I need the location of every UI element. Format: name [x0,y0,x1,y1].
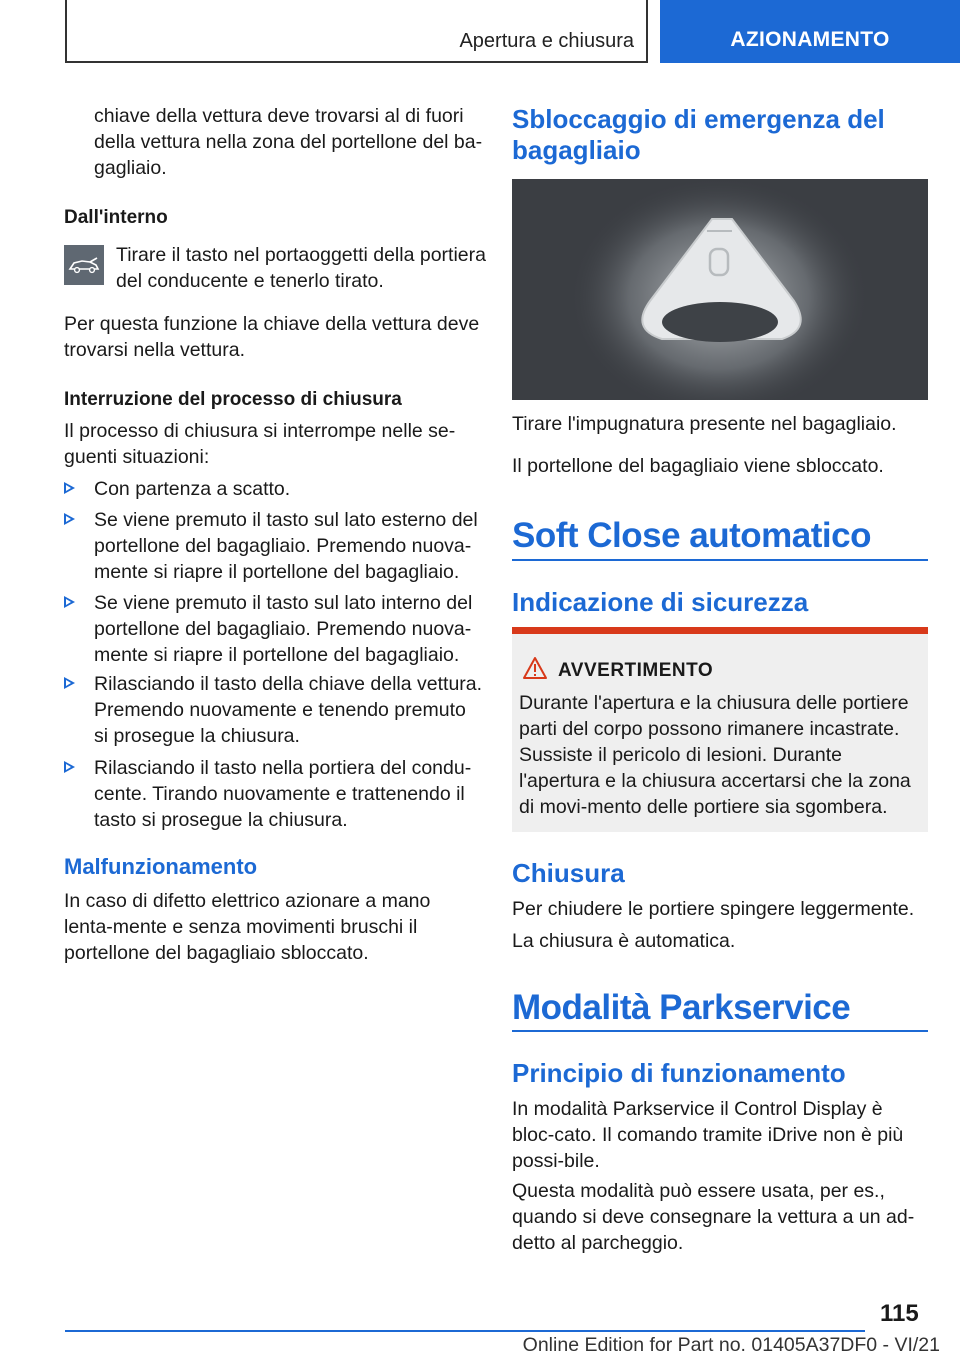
inside-heading: Dall'interno [64,207,168,228]
closing-text-1: Per chiudere le portiere spingere leggermente. [512,898,915,920]
inside-text: Tirare il tasto nel portaoggetti della portiera del conducente e tenerlo tirato. [116,244,486,292]
page-number: 115 [880,1300,919,1327]
warning-triangle-icon [522,656,548,680]
chapter-tab: AZIONAMENTO [660,0,960,63]
list-item: Rilasciando il tasto della chiave della vettura. Premendo nuovamente e tenendo premuto si prosegue la chiusura. [64,671,484,749]
bullet-marker-icon [64,761,75,773]
warning-text: Durante l'apertura e la chiusura delle portiere parti del corpo possono rimanere incastrate. Sussiste il pericolo di lesioni. Durante l'apertura e la chiusura accertarsi che la zona di movi-mento delle portiere sia sgombera. [519,692,911,818]
parkservice-title: Modalità Parkservice [512,988,851,1027]
list-item: Se viene premuto il tasto sul lato esterno del portellone del bagagliaio. Premendo nuova-mente si riapre il portellone del bagagliaio. [64,507,484,585]
safety-heading: Indicazione di sicurezza [512,587,809,617]
list-item: Rilasciando il tasto nella portiera del condu-cente. Tirando nuovamente e trattenendo il tasto si prosegue la chiusura. [64,755,484,833]
bullet-marker-icon [64,596,75,608]
emergency-heading: Sbloccaggio di emergenza del bagagliaio [512,104,885,165]
section-title: Apertura e chiusura [459,30,634,52]
footer-divider [65,1330,865,1332]
open-trunk-car-icon [64,245,104,285]
principle-text-1: In modalità Parkservice il Control Display è bloc-cato. Il comando tramite iDrive non è più possi-bile. [512,1098,904,1172]
list-item: Con partenza a scatto. [64,476,484,502]
emergency-text-2: Il portellone del bagagliaio viene sbloccato. [512,455,884,477]
section-divider [512,1030,928,1032]
edition-note: Online Edition for Part no. 01405A37DF0 - VI/21 [522,1334,940,1356]
closing-heading: Chiusura [512,858,625,888]
continued-text: chiave della vettura deve trovarsi al di fuori della vettura nella zona del portellone del ba-gagliaio. [94,105,483,179]
malfunction-text: In caso di difetto elettrico azionare a mano lenta-mente e senza movimenti bruschi il portellone del bagagliaio sbloccato. [64,890,431,964]
bullet-marker-icon [64,513,75,525]
emergency-release-handle-icon [512,179,928,400]
soft-close-title: Soft Close automatico [512,516,871,555]
key-text: Per questa funzione la chiave della vettura deve trovarsi nella vettura. [64,313,480,361]
warning-box [512,627,928,832]
principle-heading: Principio di funzionamento [512,1058,846,1088]
emergency-text-1: Tirare l'impugnatura presente nel bagagliaio. [512,413,897,435]
closing-text-2: La chiusura è automatica. [512,930,736,952]
malfunction-heading: Malfunzionamento [64,854,258,879]
bullet-marker-icon [64,482,75,494]
interrupt-text: Il processo di chiusura si interrompe nelle se-guenti situazioni: [64,420,456,468]
section-divider [512,559,928,561]
interrupt-heading: Interruzione del processo di chiusura [64,389,402,410]
emergency-release-photo [512,179,928,400]
principle-text-2: Questa modalità può essere usata, per es., quando si deve consegnare la vettura a un ad-detto al parcheggio. [512,1180,915,1254]
warning-title: AVVERTIMENTO [558,660,714,681]
list-item: Se viene premuto il tasto sul lato interno del portellone del bagagliaio. Premendo nuova-mente si riapre il portellone del bagagliaio. [64,590,484,668]
bullet-marker-icon [64,677,75,689]
